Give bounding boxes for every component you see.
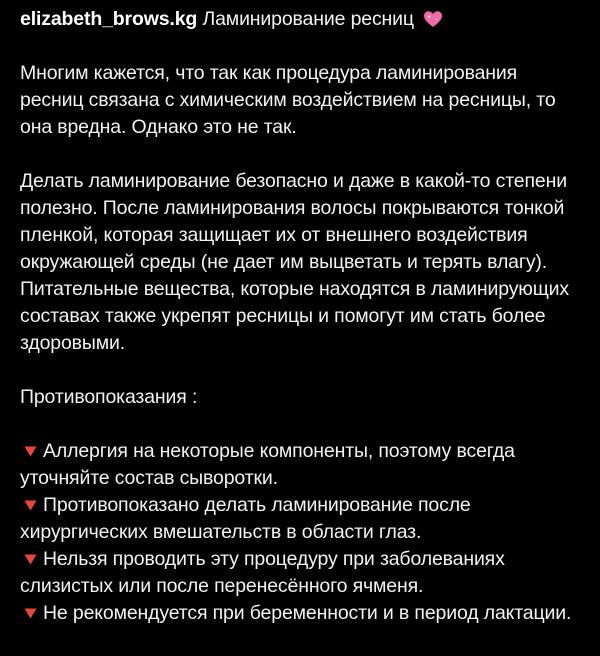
- username-link[interactable]: elizabeth_brows.kg: [20, 8, 198, 30]
- paragraph-benefits: Делать ламинирование безопасно и даже в какой-то степени полезно. После ламинирования волосы покрываются тонкой пленкой, которая защищает их от внешнего воздействия окружающей среды (не дает им выцветать и терять влагу). Питательные вещества, которые находятся в ламинирующих составах также укрепят ресницы и помогут им стать более здоровыми.: [20, 170, 570, 354]
- contraindications-heading: Противопоказания :: [20, 386, 198, 408]
- post-caption: [20, 6, 582, 627]
- caption-header: [20, 6, 582, 33]
- red-triangle-down-icon: [24, 500, 37, 511]
- paragraph-intro: Многим кажется, что так как процедура ламинирования ресниц связана с химическим воздействием на ресницы, то она вредна. Однако это не так.: [20, 62, 556, 138]
- list-item: [20, 438, 582, 492]
- contraindications-list: [20, 438, 582, 627]
- list-item: [20, 492, 582, 546]
- red-triangle-down-icon: [24, 554, 37, 565]
- red-triangle-down-icon: [24, 608, 37, 619]
- post-title: Ламинирование ресниц: [202, 8, 414, 30]
- contraindication-text: Противопоказано делать ламинирование после хирургических вмешательств в области глаз.: [20, 494, 471, 543]
- list-item: [20, 600, 582, 627]
- contraindication-text: Нельзя проводить эту процедуру при заболеваниях слизистых или после перенесённого ячменя.: [20, 548, 505, 597]
- contraindication-text: Аллергия на некоторые компоненты, поэтому всегда уточняйте состав сыворотки.: [20, 440, 515, 489]
- sparkling-heart-icon: [423, 10, 443, 28]
- list-item: [20, 546, 582, 600]
- contraindication-text: Не рекомендуется при беременности и в период лактации.: [43, 602, 572, 624]
- red-triangle-down-icon: [24, 446, 37, 457]
